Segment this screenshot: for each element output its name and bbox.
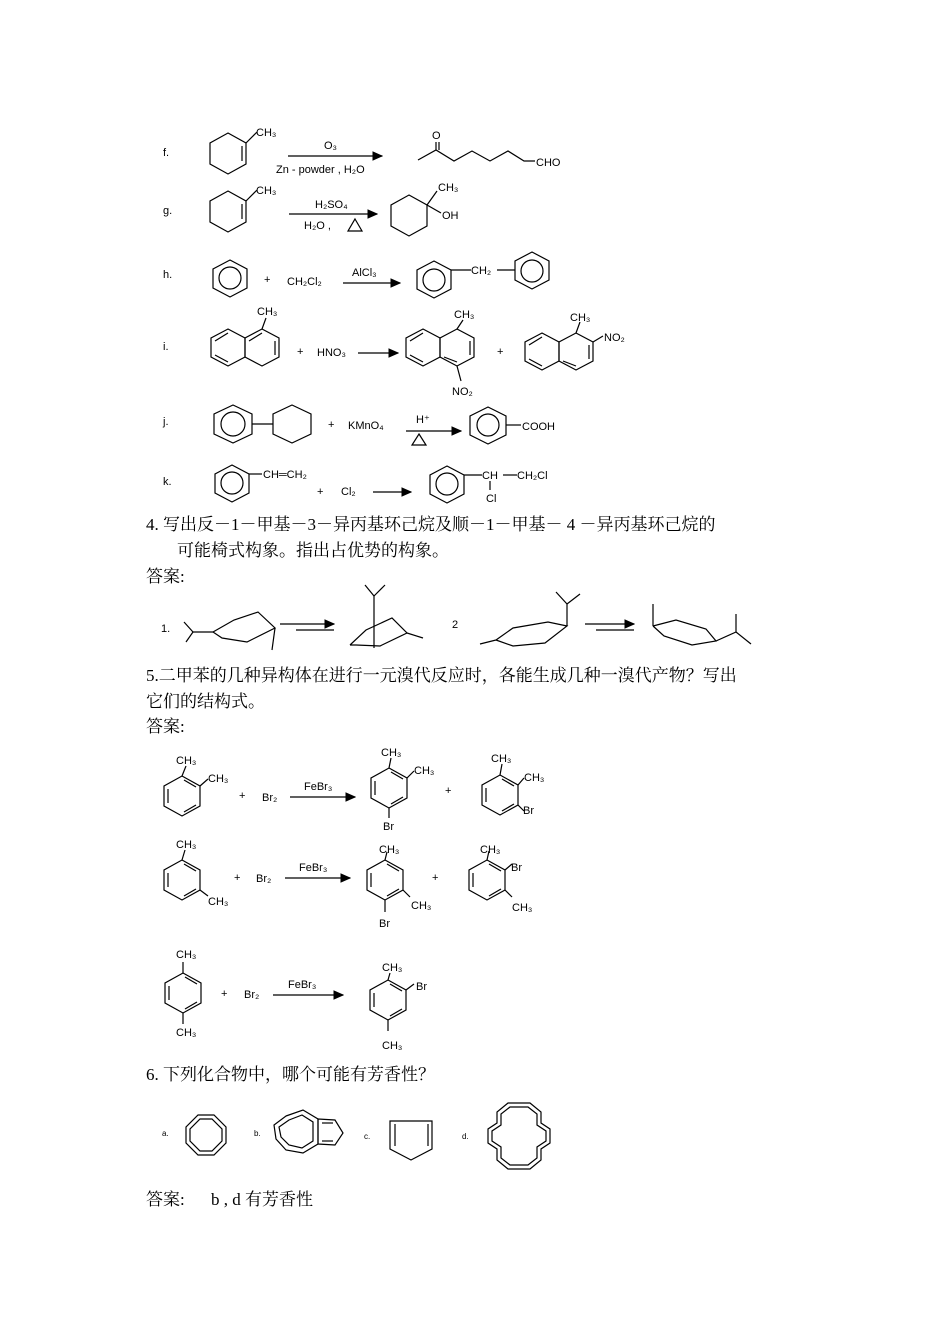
- q6-label-b: b.: [254, 1129, 261, 1138]
- q4-question-line2: 可能椅式构象。指出占优势的构象。: [177, 541, 449, 560]
- j-product-carboxyl: COOH: [522, 421, 555, 433]
- i-product1-nitro: NO₂: [452, 386, 473, 398]
- q6-label-a: a.: [162, 1129, 169, 1138]
- q5-m-p1-ch3-b: CH₃: [411, 900, 432, 912]
- q5-p-br2: Br₂: [244, 989, 260, 1001]
- q5-p-p1-ch3-a: CH₃: [382, 962, 403, 974]
- q5-answer-label: 答案:: [146, 717, 185, 736]
- reaction-i: [163, 306, 625, 398]
- q5-m-plus2: +: [432, 872, 439, 884]
- q5-m-p2-ch3-a: CH₃: [480, 844, 501, 856]
- reaction-j: [162, 405, 555, 445]
- q5-question-line2: 它们的结构式。: [146, 692, 265, 711]
- q5-question-line1: 5.二甲苯的几种异构体在进行一元溴代反应时，各能生成几种一溴代产物？写出: [146, 666, 737, 685]
- i-product2-methyl: CH₃: [570, 312, 591, 324]
- q5-o-p1-ch3-b: CH₃: [414, 765, 435, 777]
- q5-p-ch3-a: CH₃: [176, 949, 197, 961]
- q5-o-ch3-b: CH₃: [208, 773, 229, 785]
- k-vinyl-label: CH═CH₂: [263, 469, 307, 481]
- q5-o-plus2: +: [445, 785, 452, 797]
- q5-o-ch3-a: CH₃: [176, 755, 197, 767]
- q5-p-plus: +: [221, 988, 228, 1000]
- q5-m-ch3-a: CH₃: [176, 839, 197, 851]
- q4-conformations: [161, 585, 751, 650]
- g-reagent-top: H₂SO₄: [315, 199, 348, 211]
- q6-label-d: d.: [462, 1132, 469, 1141]
- q5-o-br2: Br₂: [262, 792, 278, 804]
- k-plus: +: [317, 486, 324, 498]
- i-product2-nitro: NO₂: [604, 332, 625, 344]
- h-reagent: CH₂Cl₂: [287, 276, 322, 288]
- heat-triangle-g: [348, 219, 362, 231]
- q4-label-1: 1.: [161, 623, 171, 635]
- reaction-h: [163, 252, 549, 298]
- j-reagent: KMnO₄: [348, 420, 384, 432]
- q5-p-catalyst: FeBr₃: [288, 979, 317, 991]
- f-reagent-top: O₃: [324, 140, 338, 152]
- j-plus: +: [328, 419, 335, 431]
- reaction-g: [163, 182, 459, 236]
- q5-m-plus: +: [234, 872, 241, 884]
- i-plus: +: [297, 346, 304, 358]
- label-g: g.: [163, 205, 173, 217]
- q5-o-p1-ch3-a: CH₃: [381, 747, 402, 759]
- heat-triangle-j: [412, 434, 426, 445]
- label-j: j.: [163, 416, 169, 428]
- j-acid: H⁺: [416, 414, 430, 426]
- q5-o-p2-ch3-a: CH₃: [491, 753, 512, 765]
- label-i: i.: [163, 341, 169, 353]
- f-product-cho: CHO: [536, 157, 561, 169]
- label-k: k.: [163, 476, 172, 488]
- q5-meta-row: [164, 839, 532, 930]
- q5-ortho-row: [164, 747, 544, 833]
- h-product-link: CH₂: [471, 265, 492, 277]
- q5-m-ch3-b: CH₃: [208, 896, 229, 908]
- q5-m-catalyst: FeBr₃: [299, 862, 328, 874]
- label-h: h.: [163, 269, 173, 281]
- q5-m-p2-ch3-b: CH₃: [512, 902, 533, 914]
- k-product-cl: Cl: [486, 493, 497, 505]
- q5-para-row: [165, 949, 427, 1052]
- f-product-oxygen: O: [432, 130, 441, 142]
- q5-m-p1-ch3-a: CH₃: [379, 844, 400, 856]
- f-reagent-bottom: Zn - powder , H₂O: [276, 164, 365, 176]
- g-reagent-bottom: H₂O ,: [304, 220, 331, 232]
- g-product-methyl: CH₃: [438, 182, 459, 194]
- reaction-k: [163, 465, 548, 505]
- h-plus: +: [264, 274, 271, 286]
- label-f: f.: [163, 147, 170, 159]
- q6-question: 6. 下列化合物中，哪个可能有芳香性？: [146, 1065, 435, 1084]
- k-product-ch: CH: [482, 470, 498, 482]
- k-reagent: Cl₂: [341, 486, 356, 498]
- q6-structures: [162, 1103, 550, 1169]
- q5-m-p2-br: Br: [511, 862, 522, 874]
- i-plus-2: +: [497, 346, 504, 358]
- f-methyl-label: CH₃: [256, 127, 277, 139]
- i-reagent: HNO₃: [317, 347, 346, 359]
- i-product1-methyl: CH₃: [454, 309, 475, 321]
- g-product-hydroxyl: OH: [442, 210, 459, 222]
- q6-answer-text: b , d 有芳香性: [211, 1190, 313, 1209]
- q5-o-p2-br: Br: [523, 805, 534, 817]
- q5-m-br2: Br₂: [256, 873, 272, 885]
- q5-o-p2-ch3-b: CH₃: [524, 772, 545, 784]
- q5-o-catalyst: FeBr₃: [304, 781, 333, 793]
- q4-question-line1: 4. 写出反－1－甲基－3－异丙基环己烷及顺－1－甲基－ 4 －异丙基环己烷的: [146, 515, 716, 534]
- q6-label-c: c.: [364, 1132, 371, 1141]
- q5-m-p1-br: Br: [379, 918, 390, 930]
- i-methyl-label: CH₃: [257, 306, 278, 318]
- g-methyl-label: CH₃: [256, 185, 277, 197]
- q6-answer-label: 答案:: [146, 1190, 185, 1209]
- q4-answer-label: 答案:: [146, 567, 185, 586]
- q5-p-p1-br: Br: [416, 981, 427, 993]
- q5-p-ch3-b: CH₃: [176, 1027, 197, 1039]
- k-product-ch2cl: CH₂Cl: [517, 470, 548, 482]
- q4-label-2: 2: [452, 619, 459, 631]
- h-catalyst: AlCl₃: [352, 267, 377, 279]
- q5-p-p1-ch3-b: CH₃: [382, 1040, 403, 1052]
- reaction-f: [163, 127, 561, 176]
- q5-o-plus: +: [239, 790, 246, 802]
- q5-o-p1-br: Br: [383, 821, 394, 833]
